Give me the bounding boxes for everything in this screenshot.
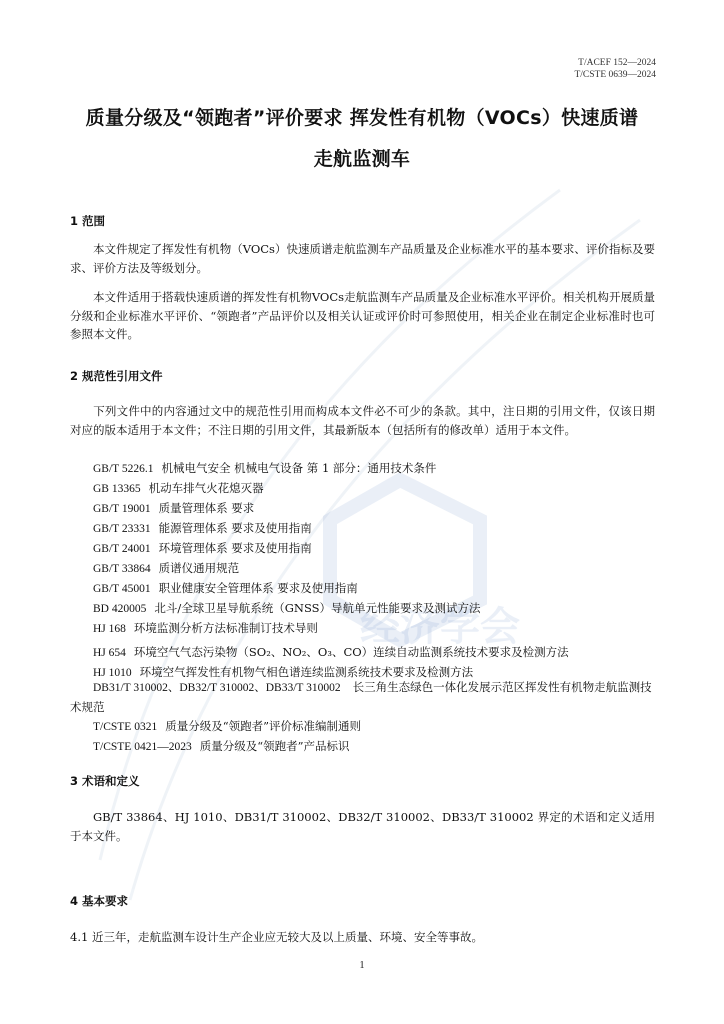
- reference-item: HJ 1010 环境空气挥发性有机物气相色谱连续监测系统技术要求及检测方法: [93, 665, 474, 679]
- terms-paragraph-text: GB/T 33864、HJ 1010、DB31/T 310002、DB32/T 310002、DB33/T 310002 界定的术语和定义适用于本文件。: [70, 810, 655, 843]
- reference-item: BD 420005 北斗/全球卫星导航系统（GNSS）导航单元性能要求及测试方法: [93, 601, 481, 615]
- scope-paragraph-2-text: 本文件适用于搭载快速质谱的挥发性有机物VOCs走航监测车产品质量及企业标准水平评价。相关机构开展质量分级和企业标准水平评价、“领跑者”产品评价以及相关认证或评价时可参照使用，相关企业在制定企业标准时也可参照本文件。: [70, 290, 655, 341]
- reference-item: T/CSTE 0321 质量分级及“领跑者”评价标准编制通则: [93, 719, 361, 733]
- reference-item: HJ 168 环境监测分析方法标准制订技术导则: [93, 621, 318, 635]
- page-number: 1: [359, 960, 365, 971]
- section-heading-basic-requirements: 4 基本要求: [70, 894, 129, 908]
- requirement-4-1: 4.1 近三年，走航监测车设计生产企业应无较大及以上质量、环境、安全等事故。: [70, 930, 483, 944]
- reference-item: T/CSTE 0421—2023 质量分级及“领跑者”产品标识: [93, 739, 350, 753]
- scope-paragraph-1: [70, 240, 655, 277]
- reference-item: HJ 654 环境空气气态污染物（SO₂、NO₂、O₃、CO）连续自动监测系统技术要求及检测方法: [93, 645, 569, 659]
- references-intro: [70, 402, 655, 439]
- reference-item: GB/T 33864 质谱仪通用规范: [93, 561, 240, 575]
- document-title-line2: 走航监测车: [313, 148, 411, 170]
- svg-text:经济学会: 经济学会: [360, 604, 520, 650]
- reference-item-long: DB31/T 310002、DB32/T 310002、DB33/T 310002 长三角生态绿色一体化发展示范区挥发性有机物走航监测技术规范: [70, 680, 652, 714]
- standard-code-acef: T/ACEF 152—2024: [578, 58, 656, 68]
- reference-item: GB 13365 机动车排气火花熄灭器: [93, 481, 264, 495]
- terms-paragraph: [70, 808, 655, 845]
- reference-item: GB/T 45001 职业健康安全管理体系 要求及使用指南: [93, 581, 358, 595]
- reference-item: GB/T 23331 能源管理体系 要求及使用指南: [93, 521, 312, 535]
- document-title-line1: 质量分级及“领跑者”评价要求 挥发性有机物（VOCs）快速质谱: [85, 107, 639, 129]
- section-heading-normative-references: 2 规范性引用文件: [70, 369, 163, 383]
- section-heading-scope: 1 范围: [70, 214, 106, 228]
- section-heading-terms: 3 术语和定义: [70, 774, 140, 788]
- scope-paragraph-2: [70, 288, 655, 344]
- scope-paragraph-1-text: 本文件规定了挥发性有机物（VOCs）快速质谱走航监测车产品质量及企业标准水平的基本要求、评价指标及要求、评价方法及等级划分。: [70, 242, 655, 275]
- reference-item: GB/T 24001 环境管理体系 要求及使用指南: [93, 541, 312, 555]
- references-intro-text: 下列文件中的内容通过文中的规范性引用而构成本文件必不可少的条款。其中，注日期的引用文件，仅该日期对应的版本适用于本文件；不注日期的引用文件，其最新版本（包括所有的修改单）适用于本文件。: [70, 404, 655, 437]
- reference-item: GB/T 19001 质量管理体系 要求: [93, 501, 255, 515]
- standard-code-cste: T/CSTE 0639—2024: [574, 70, 656, 80]
- reference-item: GB/T 5226.1 机械电气安全 机械电气设备 第 1 部分：通用技术条件: [93, 461, 437, 475]
